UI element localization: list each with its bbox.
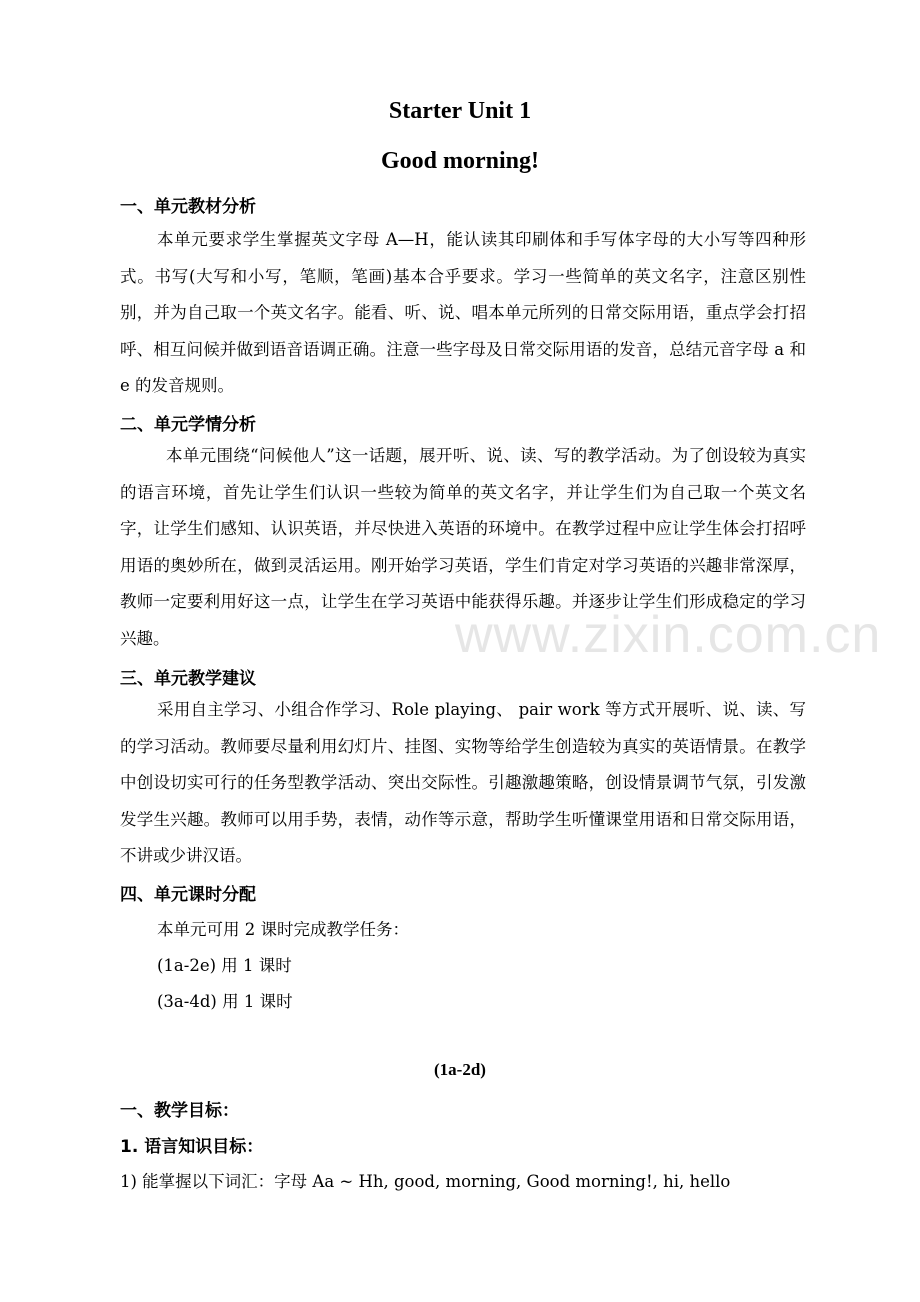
section-heading-3: 三、单元教学建议 — [120, 669, 256, 689]
doc-title: Starter Unit 1 — [388, 98, 532, 124]
goals-heading: 一、教学目标： — [120, 1101, 239, 1121]
section-body-2: 本单元围绕“问候他人”这一话题，展开听、说、读、写的教学活动。为了创设较为真实的语言环境，首先让学生们认识一些较为简单的英文名字，并让学生们为自己取一个英文名字，让学生们感知、认识英语，并尽快进入英语的环境中。在教学过程中应让学生体会打招呼用语的奥妙所在，做到灵活运用。刚开始学习英语，学生们肯定对学习英语的兴趣非常深厚，教师一定要利用好这一点，让学生在学习英语中能获得乐趣。并逐步让学生们形成稳定的学习兴趣。 — [120, 446, 806, 648]
section-body-3: 采用自主学习、小组合作学习、Role playing、 pair work 等方式开展听、说、读、写的学习活动。教师要尽量利用幻灯片、挂图、实物等给学生创造较为真实的英语情景。在教学中创设切实可行的任务型教学活动、突出交际性。引趣激趣策略，创设情景调节气氛，引发激发学生兴趣。教师可以用手势，表情，动作等示意，帮助学生听懂课堂用语和日常交际用语，不讲或少讲汉语。 — [120, 700, 806, 865]
vocab-item-1: 1) 能掌握以下词汇：字母 Aa ~ Hh, good, morning, Good morning!, hi, hello — [120, 1172, 731, 1191]
watermark: www.zixin.com.cn — [455, 606, 882, 664]
section-heading-2: 二、单元学情分析 — [120, 415, 256, 435]
schedule-item-1: (1a-2e) 用 1 课时 — [157, 956, 292, 975]
section-body-1: 本单元要求学生掌握英文字母 A—H，能认读其印刷体和手写体字母的大小写等四种形式。书写(大写和小写，笔顺，笔画)基本合乎要求。学习一些简单的英文名字，注意区别性别，并为自己取一个英文名字。能看、听、说、唱本单元所列的日常交际用语，重点学会打招呼、相互问候并做到语音语调正确。注意一些字母及日常交际用语的发音，总结元音字母 a 和 e 的发音规则。 — [120, 230, 806, 395]
schedule-item-2: (3a-4d) 用 1 课时 — [157, 992, 293, 1011]
section-heading-4: 四、单元课时分配 — [120, 885, 256, 905]
schedule-intro: 本单元可用 2 课时完成教学任务： — [157, 920, 409, 939]
lesson-label: (1a-2d) — [434, 1060, 486, 1079]
language-goals-heading: 1. 语言知识目标： — [120, 1137, 264, 1157]
doc-subtitle: Good morning! — [380, 148, 539, 174]
section-heading-1: 一、单元教材分析 — [120, 197, 256, 217]
